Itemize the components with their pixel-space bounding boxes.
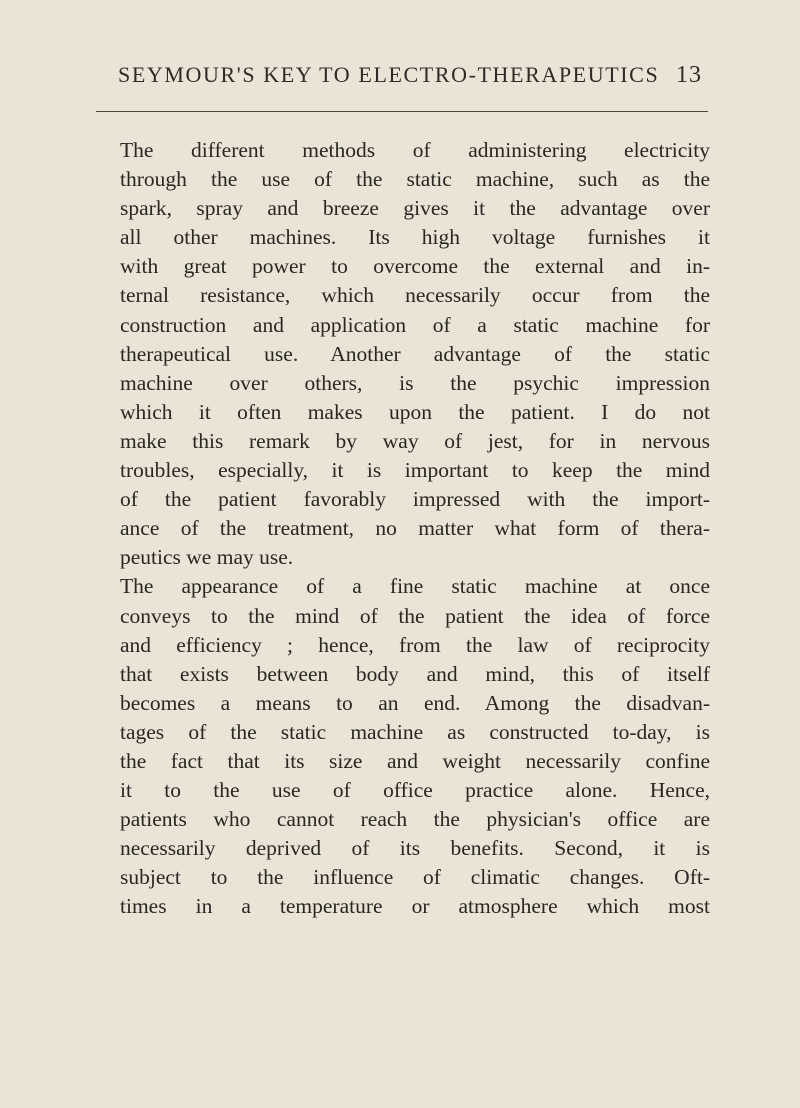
text-line: therapeutical use. Another advantage of the static: [120, 341, 710, 366]
text-line: times in a temperature or atmosphere which most: [120, 894, 710, 919]
body-text: [120, 136, 710, 922]
text-line: it to the use of office practice alone. Hence,: [120, 778, 710, 803]
text-line: tages of the static machine as constructed to-day, is: [120, 719, 710, 744]
text-line: which it often makes upon the patient. I do not: [120, 399, 710, 424]
text-line: all other machines. Its high voltage furnishes it: [120, 225, 710, 250]
text-line: patients who cannot reach the physician's office are: [120, 807, 710, 832]
text-line: with great power to overcome the external and in-: [120, 254, 710, 279]
text-line: necessarily deprived of its benefits. Second, it is: [120, 836, 710, 861]
page-number: 13: [676, 62, 702, 88]
text-line: subject to the influence of climatic changes. Oft-: [120, 865, 710, 890]
text-line: The different methods of administering electricity: [120, 138, 710, 162]
text-line: through the use of the static machine, such as the: [120, 167, 710, 192]
text-line: becomes a means to an end. Among the disadvan-: [120, 690, 710, 715]
paragraph-end-line: peutics we may use.: [120, 545, 294, 570]
text-line: of the patient favorably impressed with the import-: [120, 487, 710, 512]
text-line: conveys to the mind of the patient the idea of force: [120, 603, 710, 628]
text-line: that exists between body and mind, this of itself: [120, 661, 710, 686]
text-line: machine over others, is the psychic impression: [120, 370, 710, 395]
text-line: spark, spray and breeze gives it the advantage over: [120, 196, 710, 221]
text-line: the fact that its size and weight necessarily confine: [120, 748, 710, 773]
text-line: and efficiency ; hence, from the law of reciprocity: [120, 632, 710, 657]
text-line: make this remark by way of jest, for in nervous: [120, 428, 710, 453]
running-head: [0, 62, 800, 92]
paragraph-start-line: The appearance of a fine static machine at once: [120, 574, 710, 599]
text-line: ance of the treatment, no matter what form of thera-: [120, 516, 710, 541]
text-line: construction and application of a static machine for: [120, 312, 710, 337]
text-line: ternal resistance, which necessarily occur from the: [120, 283, 710, 308]
header-rule: [96, 111, 708, 112]
running-head-title: SEYMOUR'S KEY TO ELECTRO-THERAPEUTICS: [118, 62, 660, 87]
text-line: troubles, especially, it is important to keep the mind: [120, 458, 710, 483]
